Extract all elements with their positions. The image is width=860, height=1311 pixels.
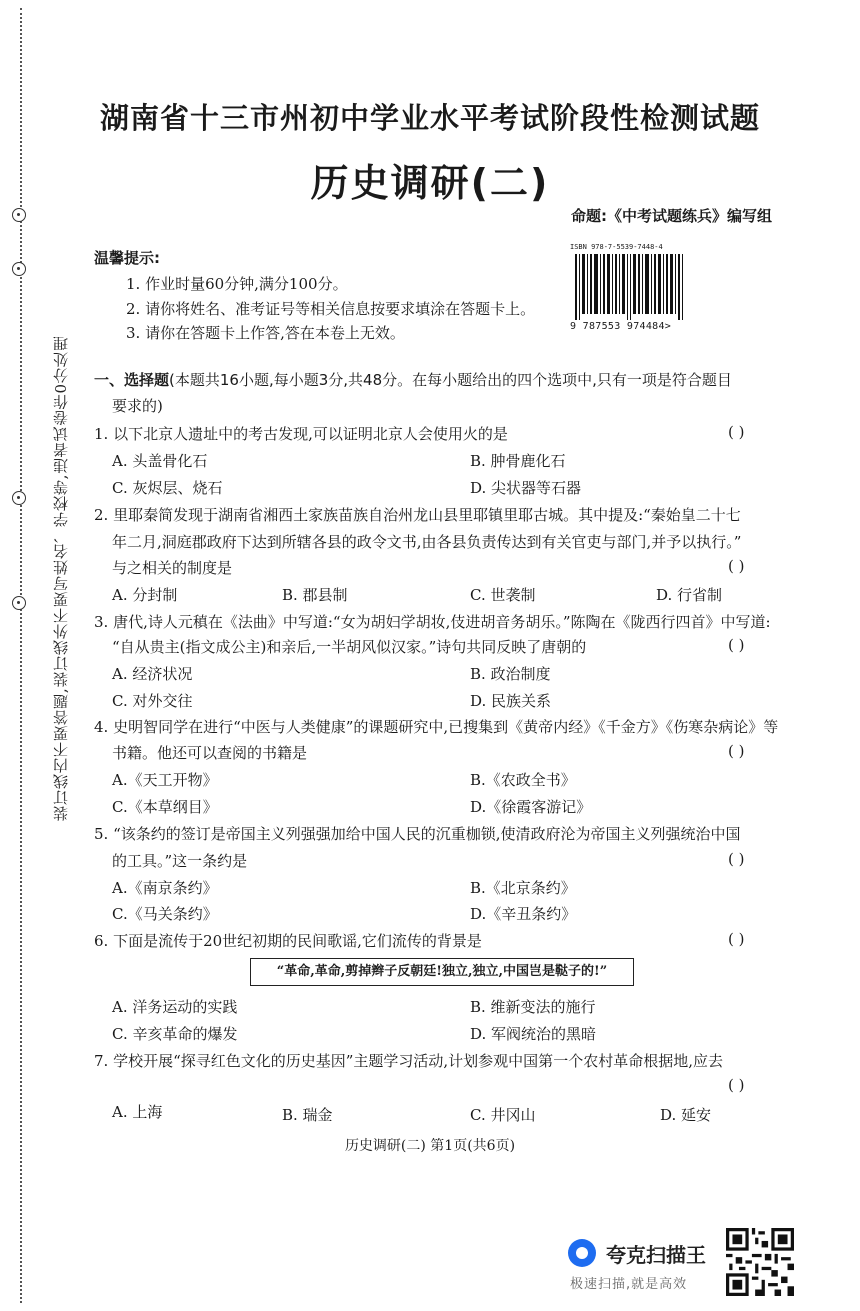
binding-hole-icon (12, 208, 26, 222)
option: A.《天工开物》 (112, 771, 218, 789)
option: C.《马关条约》 (112, 905, 218, 923)
binding-margin-notice: 装订线内不要答题,装订线外不要写姓名、学校等,违者试卷作0分处理 (52, 335, 70, 822)
exam-subtitle: 历史调研(二) (310, 161, 550, 205)
answer-paren: ( ) (728, 557, 745, 575)
binding-hole-icon (12, 491, 26, 505)
option: C. 灰烬层、烧石 (112, 479, 223, 497)
qr-code-icon (726, 1228, 794, 1296)
tip-item: 1. 作业时量60分钟,满分100分。 (126, 275, 348, 293)
folk-song-quote-box: “革命,革命,剪掉辫子反朝廷!独立,独立,中国岂是鞑子的!” (250, 958, 634, 986)
option: A. 洋务运动的实践 (112, 998, 238, 1016)
option: B. 维新变法的施行 (470, 998, 596, 1016)
scanner-brand-name: 夸克扫描王 (606, 1243, 706, 1267)
isbn-label: ISBN 978-7-5539-7448-4 (570, 243, 663, 251)
option: C. 世袭制 (470, 586, 536, 604)
answer-paren: ( ) (728, 742, 745, 760)
exam-title: 湖南省十三市州初中学业水平考试阶段性检测试题 (99, 101, 760, 135)
scanner-slogan: 极速扫描,就是高效 (570, 1277, 688, 1292)
option: B.《农政全书》 (470, 771, 576, 789)
option: B. 郡县制 (282, 586, 348, 604)
option: B. 政治制度 (470, 665, 551, 683)
barcode-number: 9 787553 974484> (570, 321, 672, 332)
option: B. 肿骨鹿化石 (470, 452, 566, 470)
barcode-bars-icon (575, 254, 685, 320)
option: C. 对外交往 (112, 692, 193, 710)
answer-paren: ( ) (728, 930, 745, 948)
question-stem-cont: “自从贵主(指文成公主)和亲后,一半胡风似汉家。”诗句共同反映了唐朝的 (112, 638, 587, 656)
option: D. 行省制 (656, 586, 723, 604)
question-stem-cont: 年二月,洞庭郡政府下达到所辖各县的政令文书,由各县负责传达到有关官吏与部门,并予以执行。” (112, 533, 742, 551)
answer-paren: ( ) (728, 636, 745, 654)
option: C. 井冈山 (470, 1106, 536, 1124)
question-stem: 6. 下面是流传于20世纪初期的民间歌谣,它们流传的背景是 (94, 932, 482, 950)
tip-item: 3. 请你在答题卡上作答,答在本卷上无效。 (126, 324, 405, 342)
option: A.《南京条约》 (112, 879, 218, 897)
option: A. 头盖骨化石 (112, 452, 208, 470)
option: A. 分封制 (112, 586, 178, 604)
option: A. 经济状况 (112, 665, 193, 683)
question-stem: 5. “该条约的签订是帝国主义列强强加给中国人民的沉重枷锁,使清政府沦为帝国主义列强统治中国 (94, 825, 741, 843)
section-title: 一、选择题 (94, 371, 170, 389)
tips-heading: 温馨提示: (94, 249, 160, 267)
question-stem-cont: 的工具。”这一条约是 (112, 852, 248, 870)
answer-paren: ( ) (728, 423, 745, 441)
section-desc-cont: 要求的) (112, 397, 163, 415)
binding-hole-icon (12, 262, 26, 276)
question-stem: 3. 唐代,诗人元稹在《法曲》中写道:“女为胡妇学胡妆,伎进胡音务胡乐。”陈陶在《陇西行四首》中写道: (94, 613, 771, 631)
option: D. 尖状器等石器 (470, 479, 582, 497)
section-header (94, 369, 732, 390)
option: A. 上海 (112, 1103, 163, 1121)
author-line: 命题:《中考试题练兵》编写组 (571, 207, 772, 225)
option: B. 瑞金 (282, 1106, 333, 1124)
question-stem-cont: 书籍。他还可以查阅的书籍是 (112, 744, 308, 762)
option: D. 延安 (660, 1106, 712, 1124)
question-stem: 4. 史明智同学在进行“中医与人类健康”的课题研究中,已搜集到《黄帝内经》《千金方》《伤寒杂病论》等 (94, 718, 779, 736)
option: C. 辛亥革命的爆发 (112, 1025, 238, 1043)
question-stem-cont: 与之相关的制度是 (112, 559, 233, 577)
binding-hole-icon (12, 596, 26, 610)
scanner-logo-icon (568, 1239, 596, 1267)
question-stem: 2. 里耶秦简发现于湖南省湘西土家族苗族自治州龙山县里耶镇里耶古城。其中提及:“秦始皇二十七 (94, 506, 741, 524)
answer-paren: ( ) (728, 850, 745, 868)
scanner-watermark (568, 1235, 718, 1295)
option: D.《徐霞客游记》 (470, 798, 592, 816)
question-stem: 1. 以下北京人遗址中的考古发现,可以证明北京人会使用火的是 (94, 425, 508, 443)
option: D. 民族关系 (470, 692, 552, 710)
tip-item: 2. 请你将姓名、准考证号等相关信息按要求填涂在答题卡上。 (126, 300, 536, 318)
page-footer: 历史调研(二) 第1页(共6页) (344, 1138, 516, 1154)
answer-paren: ( ) (728, 1076, 745, 1094)
option: B.《北京条约》 (470, 879, 576, 897)
isbn-barcode (570, 243, 690, 335)
question-stem: 7. 学校开展“探寻红色文化的历史基因”主题学习活动,计划参观中国第一个农村革命根据地,应去 (94, 1052, 723, 1070)
option: D. 军阀统治的黑暗 (470, 1025, 597, 1043)
option: C.《本草纲目》 (112, 798, 218, 816)
section-desc: (本题共16小题,每小题3分,共48分。在每小题给出的四个选项中,只有一项是符合题目 (169, 371, 732, 389)
option: D.《辛丑条约》 (470, 905, 577, 923)
